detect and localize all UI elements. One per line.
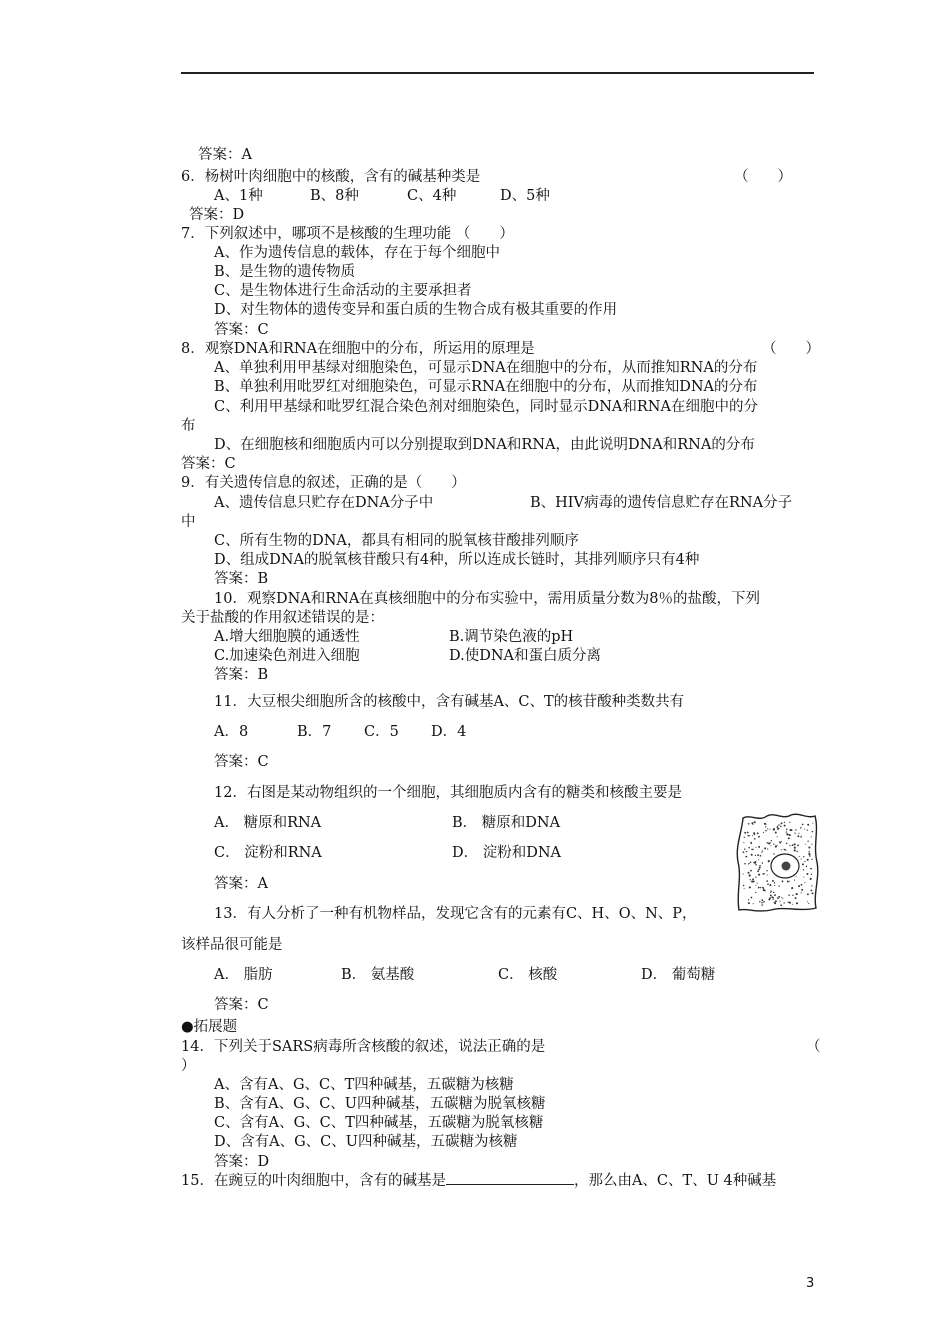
q10-option-a: A.增大细胞膜的通透性 xyxy=(214,629,360,645)
q8-option-c: C、利用甲基绿和吡罗红混合染色剂对细胞染色，同时显示DNA和RNA在细胞中的分 xyxy=(214,399,758,415)
q10-option-c: C.加速染色剂进入细胞 xyxy=(214,648,360,664)
q11-option-b: B．7 xyxy=(297,724,332,740)
question-6-bracket: （ ） xyxy=(734,169,792,185)
question-7: 7．下列叙述中，哪项不是核酸的生理功能 （ ） xyxy=(181,226,514,242)
answer-7: 答案：C xyxy=(214,322,269,338)
q12-option-b: B． 糖原和DNA xyxy=(452,815,561,831)
q9-option-b: B、HIV病毒的遗传信息贮存在RNA分子 xyxy=(530,495,793,511)
question-15-blank xyxy=(446,1172,574,1185)
animal-cell-drawing xyxy=(733,810,821,914)
q6-option-a: A、1种 xyxy=(214,188,263,204)
q13-option-d: D． 葡萄糖 xyxy=(641,967,716,983)
answer-10: 答案：B xyxy=(214,667,269,683)
q10-option-d: D.使DNA和蛋白质分离 xyxy=(449,648,602,664)
question-10-wrap: 关于盐酸的作用叙述错误的是： xyxy=(181,610,384,626)
q14-option-c: C、含有A、G、C、T四种碱基，五碳糖为脱氧核糖 xyxy=(214,1115,544,1131)
answer-6: 答案：D xyxy=(189,207,245,223)
q7-option-a: A、作为遗传信息的载体，存在于每个细胞中 xyxy=(214,245,500,261)
page-number: 3 xyxy=(806,1276,815,1291)
q14-option-b: B、含有A、G、C、U四种碱基，五碳糖为脱氧核糖 xyxy=(214,1096,546,1112)
q9-option-c: C、所有生物的DNA，都具有相同的脱氧核苷酸排列顺序 xyxy=(214,533,579,549)
q6-option-c: C、4种 xyxy=(407,188,457,204)
q11-option-c: C．5 xyxy=(364,724,399,740)
answer-13: 答案：C xyxy=(214,997,269,1013)
q9-option-a: A、遗传信息只贮存在DNA分子中 xyxy=(214,495,434,511)
question-13: 13．有人分析了一种有机物样品，发现它含有的元素有C、H、O、N、P， xyxy=(214,906,697,922)
answer-11: 答案：C xyxy=(214,754,269,770)
q8-option-d: D、在细胞核和细胞质内可以分别提取到DNA和RNA，由此说明DNA和RNA的分布 xyxy=(214,437,755,453)
q7-option-d: D、对生物体的遗传变异和蛋白质的生物合成有极其重要的作用 xyxy=(214,302,618,318)
q6-option-d: D、5种 xyxy=(500,188,550,204)
q9-option-d: D、组成DNA的脱氧核苷酸只有4种，所以连成长链时，其排列顺序只有4种 xyxy=(214,552,700,568)
answer-5: 答案：A xyxy=(198,147,252,163)
question-15 xyxy=(181,1172,776,1190)
q8-option-b: B、单独利用吡罗红对细胞染色，可显示RNA在细胞中的分布，从而推知DNA的分布 xyxy=(214,379,758,395)
animal-cell-figure xyxy=(733,810,821,914)
q12-option-a: A． 糖原和RNA xyxy=(214,815,322,831)
question-10: 10．观察DNA和RNA在真核细胞中的分布实验中，需用质量分数为8％的盐酸，下列 xyxy=(214,591,761,607)
section-extension-title: ●拓展题 xyxy=(181,1019,238,1035)
question-8-bracket: （ ） xyxy=(762,341,820,357)
q14-option-d: D、含有A、G、C、U四种碱基，五碳糖为核糖 xyxy=(214,1134,518,1150)
q13-option-b: B． 氨基酸 xyxy=(341,967,415,983)
q9-option-b-wrap: 中 xyxy=(181,514,196,530)
q12-option-c: C． 淀粉和RNA xyxy=(214,845,322,861)
question-12: 12．右图是某动物组织的一个细胞，其细胞质内含有的糖类和核酸主要是 xyxy=(214,785,682,801)
q6-option-b: B、8种 xyxy=(310,188,359,204)
q7-option-b: B、是生物的遗传物质 xyxy=(214,264,356,280)
question-15-part2: ，那么由A、C、T、U 4种碱基 xyxy=(573,1173,777,1189)
question-6: 6．杨树叶肉细胞中的核酸，含有的碱基种类是 xyxy=(181,169,481,185)
question-14-bracket-close: ） xyxy=(181,1058,196,1074)
q11-option-d: D．4 xyxy=(431,724,467,740)
header-rule xyxy=(181,72,814,74)
question-9: 9．有关遗传信息的叙述，正确的是（ ） xyxy=(181,475,466,491)
question-11: 11．大豆根尖细胞所含的核酸中，含有碱基A、C、T的核苷酸种类数共有 xyxy=(214,694,685,710)
q13-option-a: A． 脂肪 xyxy=(214,967,273,983)
answer-9: 答案：B xyxy=(214,571,269,587)
q8-option-c-wrap: 布 xyxy=(181,418,196,434)
q11-option-a: A．8 xyxy=(214,724,249,740)
answer-8: 答案：C xyxy=(181,456,236,472)
q12-option-d: D． 淀粉和DNA xyxy=(452,845,562,861)
question-15-part1: 15．在豌豆的叶肉细胞中，含有的碱基是 xyxy=(181,1173,446,1189)
q8-option-a: A、单独利用甲基绿对细胞染色，可显示DNA在细胞中的分布，从而推知RNA的分布 xyxy=(214,360,758,376)
q10-option-b: B.调节染色液的pH xyxy=(449,629,574,645)
q7-option-c: C、是生物体进行生命活动的主要承担者 xyxy=(214,283,472,299)
answer-14: 答案：D xyxy=(214,1154,270,1170)
q13-option-c: C． 核酸 xyxy=(498,967,558,983)
question-8: 8．观察DNA和RNA在细胞中的分布，所运用的原理是 xyxy=(181,341,535,357)
question-14-bracket-open: （ xyxy=(806,1039,821,1055)
question-14: 14．下列关于SARS病毒所含核酸的叙述，说法正确的是 xyxy=(181,1039,546,1055)
question-13-wrap: 该样品很可能是 xyxy=(181,937,283,953)
q14-option-a: A、含有A、G、C、T四种碱基，五碳糖为核糖 xyxy=(214,1077,514,1093)
answer-12: 答案：A xyxy=(214,876,268,892)
